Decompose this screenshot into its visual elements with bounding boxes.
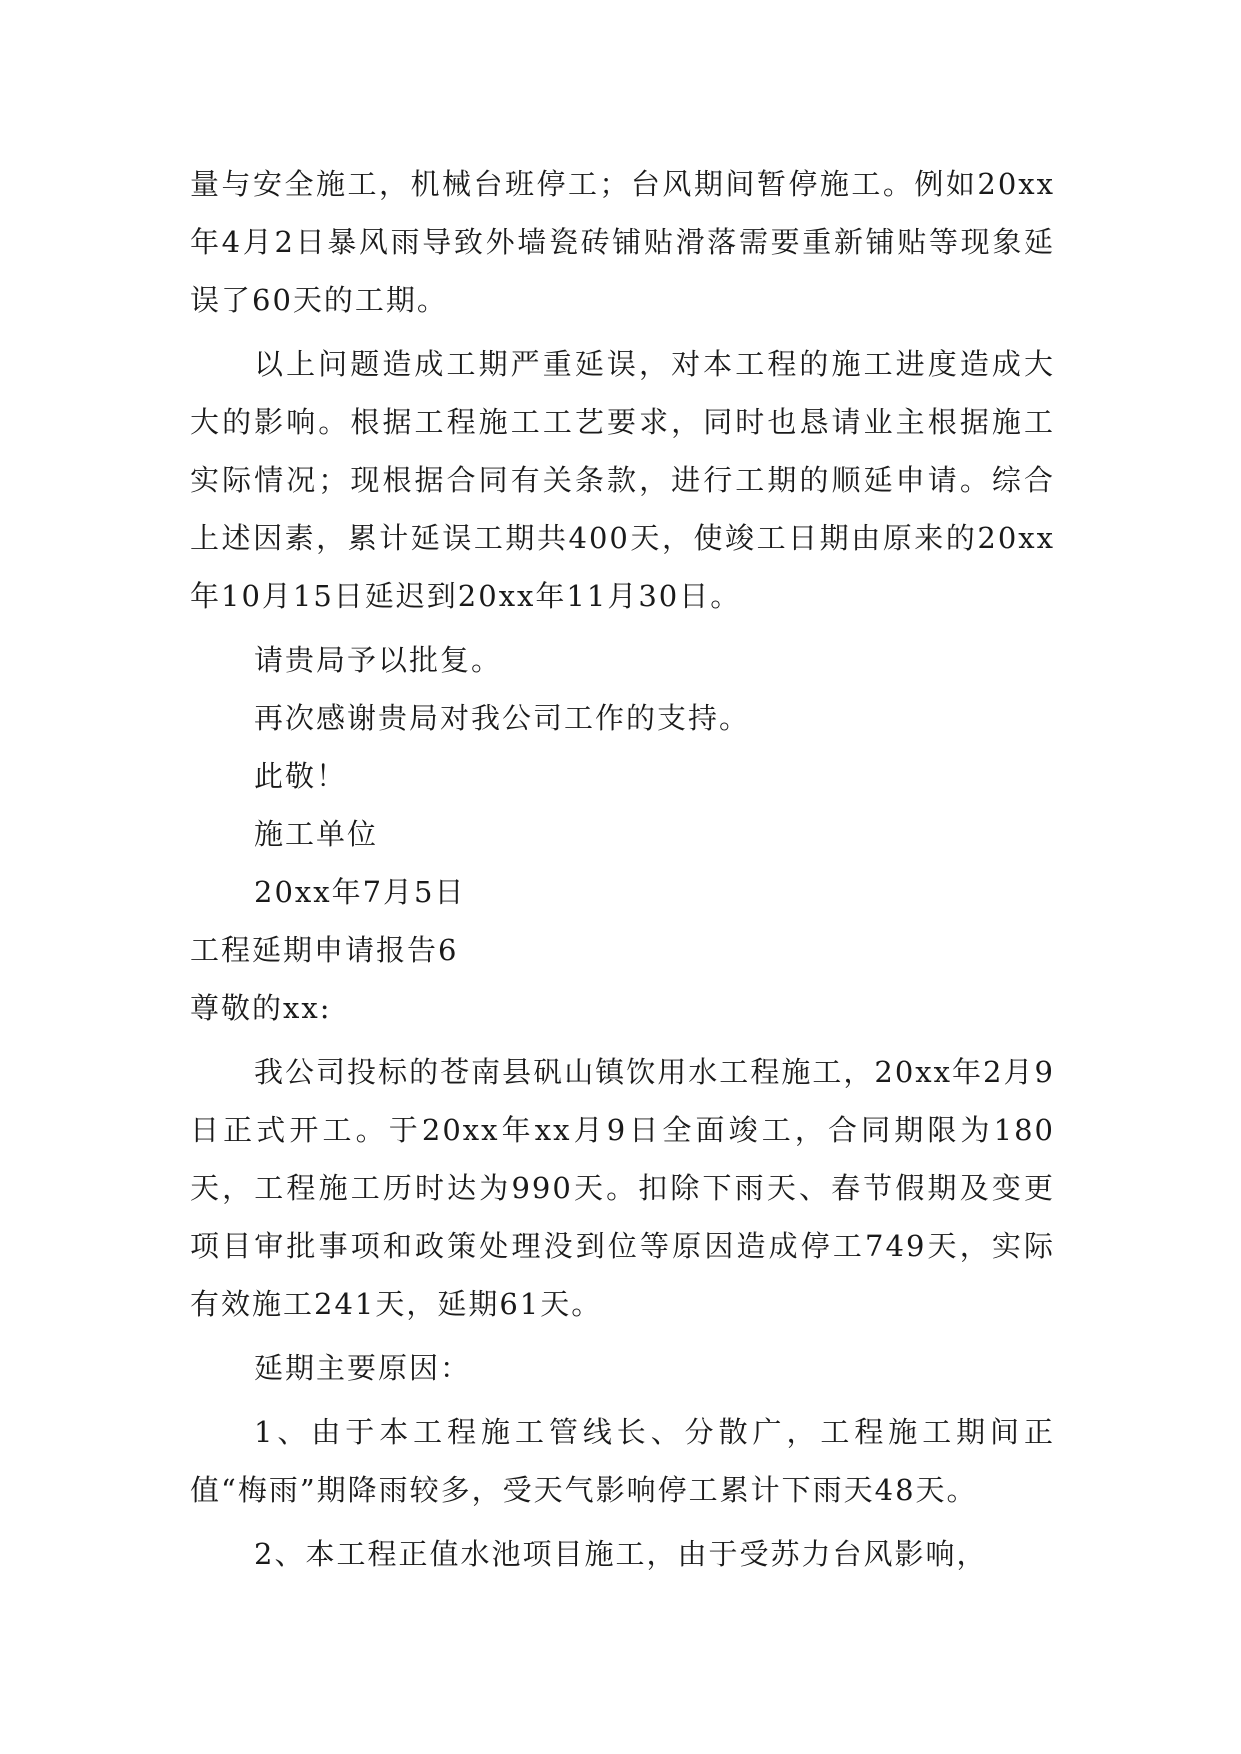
report-title: 工程延期申请报告6: [190, 933, 459, 967]
signature-date: 20xx年7月5日: [254, 875, 466, 909]
signature-unit: 施工单位: [254, 817, 379, 851]
paragraph-reason-2: 2、本工程正值水池项目施工，由于受苏力台风影响，: [254, 1537, 988, 1571]
paragraph-delay-summary: 以上问题造成工期严重延误，对本工程的施工进度造成大大的影响。根据工程施工工艺要求，同时也恳请业主根据施工实际情况；现根据合同有关条款，进行工期的顺延申请。综合上述因素，累计延误工期共400天，使竣工日期由原来的20xx年10月15日延迟到20xx年11月30日。: [190, 347, 1055, 613]
document-body: [190, 155, 1055, 1583]
heading-delay-reasons: 延期主要原因：: [254, 1351, 472, 1385]
closing-salutation: 此敬！: [254, 759, 348, 793]
paragraph-weather-delay: 量与安全施工，机械台班停工；台风期间暂停施工。例如20xx年4月2日暴风雨导致外墙瓷砖铺贴滑落需要重新铺贴等现象延误了60天的工期。: [190, 167, 1055, 317]
greeting: 尊敬的xx:: [190, 991, 332, 1025]
paragraph-reason-1: 1、由于本工程施工管线长、分散广，工程施工期间正值“梅雨”期降雨较多，受天气影响停工累计下雨天48天。: [190, 1415, 1055, 1507]
paragraph-thanks: 再次感谢贵局对我公司工作的支持。: [254, 701, 751, 735]
paragraph-request-approval: 请贵局予以批复。: [254, 643, 503, 677]
paragraph-project-overview: 我公司投标的苍南县矾山镇饮用水工程施工，20xx年2月9日正式开工。于20xx年xx月9日全面竣工，合同期限为180天，工程施工历时达为990天。扣除下雨天、春节假期及变更项目审批事项和政策处理没到位等原因造成停工749天，实际有效施工241天，延期61天。: [190, 1055, 1055, 1321]
